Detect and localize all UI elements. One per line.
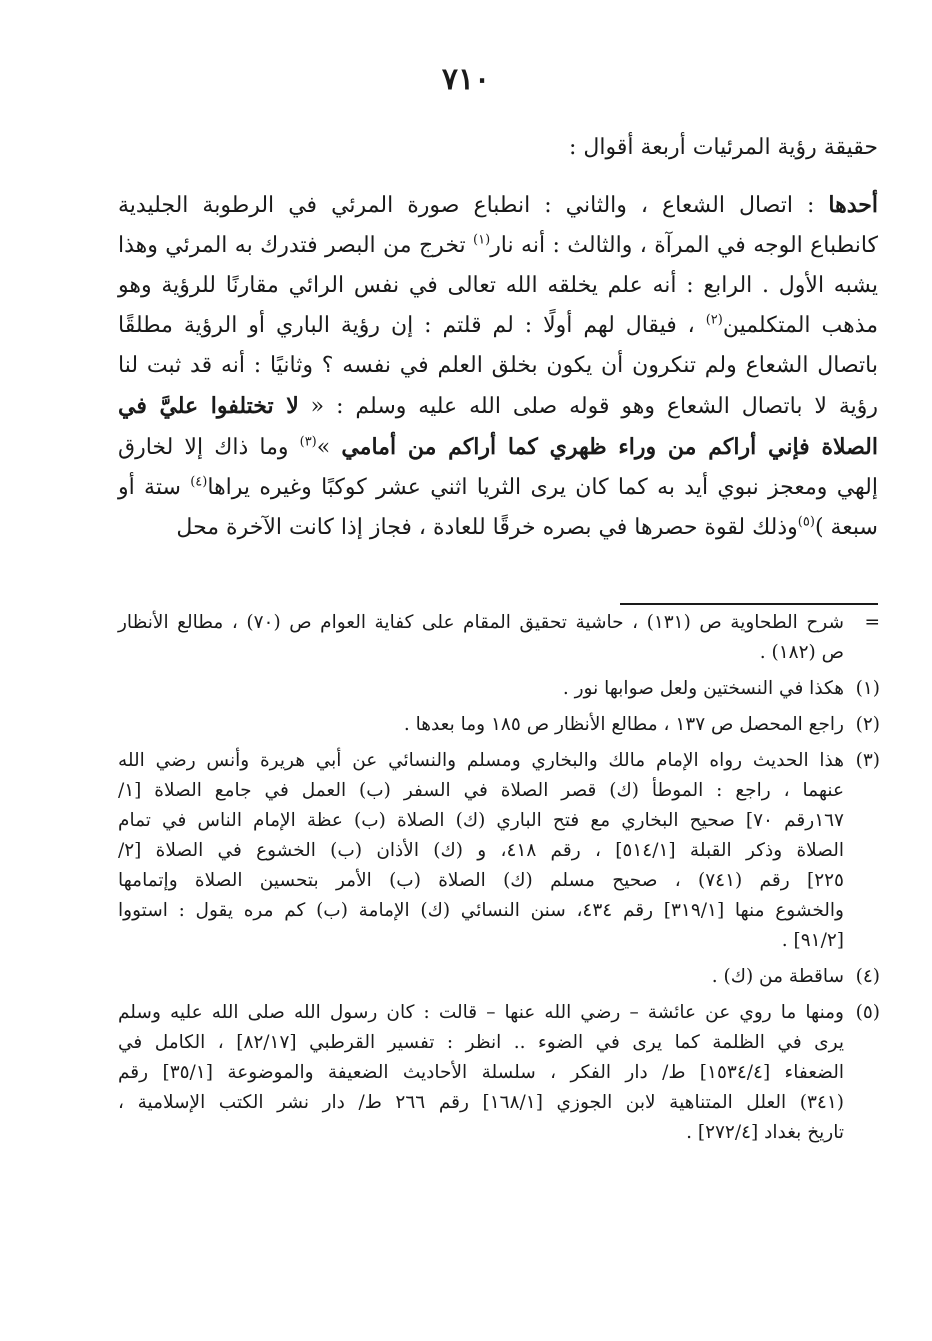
footnote-line: ص (١٨٢) . (759, 642, 844, 663)
text-run: مذهب المتكلمين (722, 313, 879, 338)
footnote-ref: (٢) (705, 312, 723, 328)
footnote-line: (٣٤١) العلل المتناهية لابن الجوزي [١٦٨/١] رقم ٢٦٦ ط/ دار نشر الكتب الإسلامية ، (118, 1092, 844, 1113)
bold-phrase: أحدها (828, 192, 878, 218)
footnote-5 (118, 998, 880, 1148)
page-number: ٧١٠ (441, 62, 491, 97)
text-line (118, 226, 878, 266)
text-run: وما ذاك إلا لخارق (118, 435, 300, 460)
text-run: ، فيقال لهم أولًا : لم قلتم : إن رؤية الباري أو الرؤية مطلقًا (118, 313, 706, 338)
footnote-marker: (٣) (855, 750, 880, 771)
footnote-marker: (١) (855, 678, 880, 699)
footnotes (118, 608, 880, 1154)
footnote-ref: (٥) (797, 514, 815, 530)
section-heading: حقيقة رؤية المرئيات أربعة أقوال : (568, 135, 878, 160)
footnote-ref: (٤) (190, 474, 208, 490)
text-line (118, 427, 878, 468)
text-run: سبعة ) (814, 515, 878, 540)
text-line (118, 468, 878, 508)
footnote-line: هكذا في النسختين ولعل صوابها نور . (562, 678, 844, 699)
text-run: يشبه الأول . الرابع : أنه علم يخلقه الله تعالى في نفس الرائي مقارنًا للرؤية وهو (118, 273, 878, 298)
hadith-quote: الصلاة فإني أراكم من وراء ظهري كما أراكم من أمامي (341, 434, 878, 460)
hadith-quote: لا تختلفوا عليَّ في (118, 393, 299, 419)
footnote-3 (118, 746, 880, 956)
footnote-line: راجع المحصل ص ١٣٧ ، مطالع الأنظار ص ١٨٥ وما بعدها . (403, 714, 844, 735)
footnote-line: ومنها ما روي عن عائشة – رضي الله عنها – قالت : كان رسول الله صلى الله عليه وسلم (118, 1002, 844, 1023)
footnote-marker: = (864, 612, 880, 633)
text-run: : اتصال الشعاع ، والثاني : انطباع صورة المرئي في الرطوبة الجليدية (118, 193, 829, 218)
footnote-marker: (٥) (855, 1002, 880, 1023)
footnote-separator (620, 603, 878, 605)
footnote-line: والخشوع منها [٣١٩/١] رقم ٤٣٤، سنن النسائي (ك) الإمامة (ب) كم مره يقول : استووا (118, 900, 844, 921)
text-line (118, 185, 878, 226)
text-run: تخرج من البصر فتدرك به المرئي وهذا (118, 233, 474, 258)
text-line (118, 386, 878, 427)
text-line (118, 508, 878, 548)
footnote-1 (118, 674, 880, 704)
footnote-line: ساقطة من (ك) . (711, 966, 844, 987)
footnote-ref: (٣) (299, 434, 317, 450)
footnote-line: يرى في الظلمة كما يرى في الضوء .. انظر : تفسير القرطبي [٨٢/١٧] ، الكامل في (118, 1032, 844, 1053)
footnote-line: الضعفاء [١٥٣٤/٤] ط/ دار الفكر ، سلسلة الأحاديث الضعيفة والموضوعة [٣٥/١] رقم (118, 1062, 844, 1083)
footnote-line: عنهما ، راجع : الموطأ (ك) قصر الصلاة في السفر (ب) العمل في جامع الصلاة [١/ (118, 780, 844, 801)
footnote-line: تاريخ بغداد [٢٧٢/٤] . (686, 1122, 844, 1143)
footnote-line: الصلاة وذكر القبلة [٥١٤/١] ، رقم ٤١٨، و (ك) الأذان (ب) الخشوع في الصلاة [٢/ (118, 840, 844, 861)
footnote-line: ٢٢٥] رقم (٧٤١) ، صحيح مسلم (ك) الصلاة (ب) الأمر بتحسين الصلاة وإتمامها (118, 870, 844, 891)
text-run: وذلك لقوة حصرها في بصره خرقًا للعادة ، فجاز إذا كانت الآخرة محل (176, 515, 798, 540)
footnote-ref: (١) (473, 232, 491, 248)
footnote-line: شرح الطحاوية ص (١٣١) ، حاشية تحقيق المقام على كفاية العوام ص (٧٠) ، مطالع الأنظار (118, 612, 844, 633)
text-run: باتصال الشعاع ولم تنكرون أن يكون بخلق العلم في نفسه ؟ وثانيًا : أنه قد ثبت لنا (118, 353, 878, 378)
footnote-line: [٩١/٢] . (781, 930, 844, 951)
text-line (118, 306, 878, 346)
footnote-marker: (٤) (855, 966, 880, 987)
footnote-2 (118, 710, 880, 740)
text-run: كانطباع الوجه في المرآة ، والثالث : أنه نار (490, 233, 878, 258)
footnote-4 (118, 962, 880, 992)
main-paragraph (118, 185, 878, 548)
footnote-line: هذا الحديث رواه الإمام مالك والبخاري ومسلم والنسائي عن أبي هريرة وأنس رضي الله (118, 750, 844, 771)
text-run: رؤية لا باتصال الشعاع وهو قوله صلى الله عليه وسلم : « (298, 394, 878, 419)
text-run: إلهي ومعجز نبوي أيد به كما كان يرى الثريا اثني عشر كوكبًا وغيره يراها (207, 475, 878, 500)
text-run: » (316, 435, 342, 460)
text-line (118, 346, 878, 386)
text-line (118, 266, 878, 306)
footnote-continued (118, 608, 880, 668)
footnote-line: ١٦٧رقم ٧٠] صحيح البخاري مع فتح الباري (ك) الصلاة (ب) عظة الإمام الناس في تمام (118, 810, 844, 831)
footnote-marker: (٢) (855, 714, 880, 735)
text-run: ستة أو (118, 475, 191, 500)
